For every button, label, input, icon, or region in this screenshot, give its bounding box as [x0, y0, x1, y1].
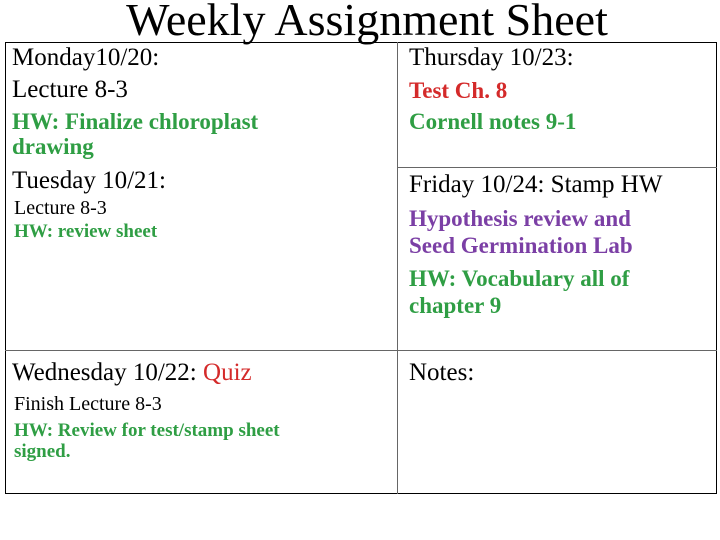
monday-hw-line2: drawing [12, 134, 94, 159]
wednesday-hw-line2: signed. [14, 441, 71, 462]
tuesday-heading: Tuesday 10/21: [12, 167, 166, 194]
wednesday-hw-line1: HW: Review for test/stamp sheet [14, 420, 280, 441]
thursday-notes: Cornell notes 9-1 [409, 109, 577, 134]
row-divider-thursday-friday [397, 167, 717, 168]
friday-lab: Seed Germination Lab [409, 233, 633, 258]
wednesday-quiz: Quiz [203, 359, 252, 386]
row-divider-wednesday-notes [5, 350, 717, 351]
friday-hypothesis: Hypothesis review and [409, 206, 631, 231]
monday-heading: Monday10/20: [12, 44, 160, 71]
page-title: Weekly Assignment Sheet [126, 0, 608, 45]
thursday-heading: Thursday 10/23: [409, 44, 574, 71]
friday-heading: Friday 10/24: Stamp HW [409, 171, 663, 198]
wednesday-heading [12, 358, 252, 388]
notes-heading: Notes: [409, 359, 475, 386]
monday-lecture: Lecture 8-3 [12, 76, 128, 103]
tuesday-hw: HW: review sheet [14, 221, 158, 242]
monday-hw-line1: HW: Finalize chloroplast [12, 109, 259, 134]
tuesday-lecture: Lecture 8-3 [14, 197, 107, 219]
column-divider [397, 42, 398, 494]
wednesday-lecture: Finish Lecture 8-3 [14, 393, 162, 415]
thursday-test: Test Ch. 8 [409, 78, 508, 103]
friday-hw-line2: chapter 9 [409, 293, 502, 318]
wednesday-heading-text: Wednesday 10/22: [12, 359, 197, 386]
friday-hw-line1: HW: Vocabulary all of [409, 266, 630, 291]
